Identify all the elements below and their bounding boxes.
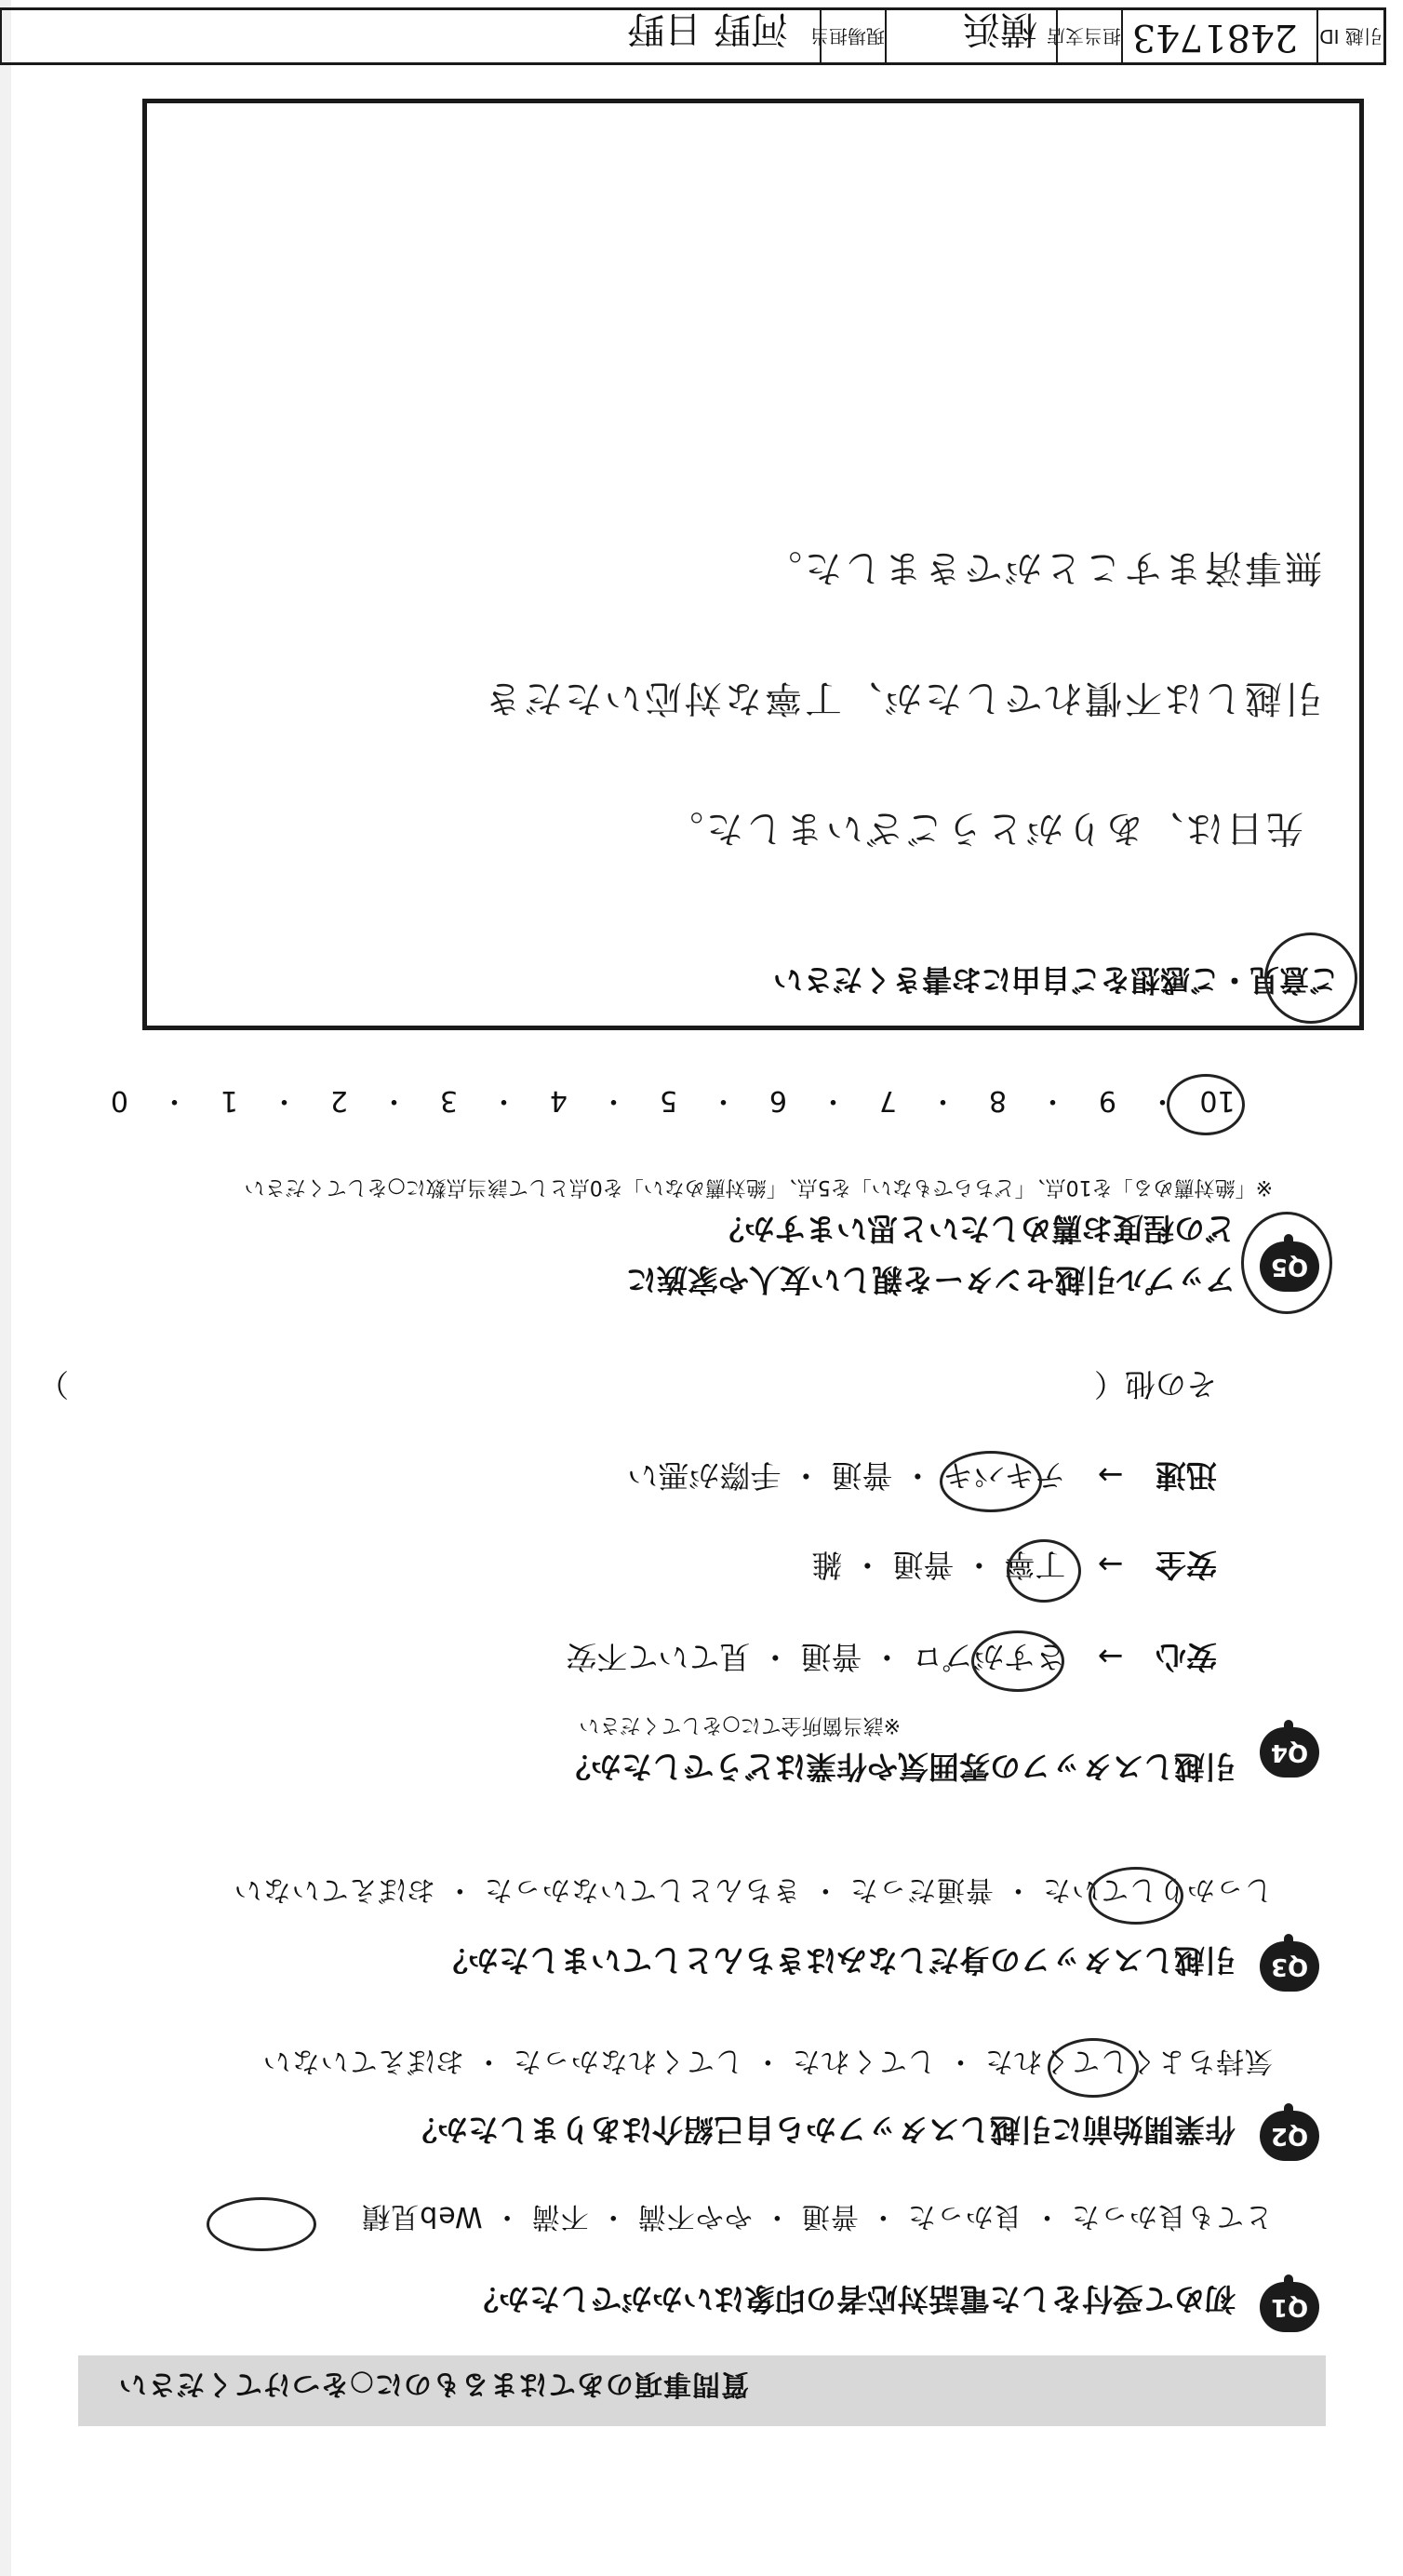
id-bar-divider bbox=[1121, 10, 1123, 62]
q1-badge: Q1 bbox=[1260, 2282, 1319, 2332]
q3-badge: Q3 bbox=[1260, 1941, 1319, 1992]
q4-row-jinsoku-options: テキパキ ・ 普通 ・ 手際が悪い bbox=[627, 1457, 1066, 1494]
q4-question: 引越しスタッフの雰囲気や作業はどうでしたか？ bbox=[560, 1749, 1236, 1785]
score-1: 1 bbox=[220, 1084, 239, 1117]
q4-row-anshin bbox=[566, 1637, 1217, 1681]
comment-box bbox=[142, 99, 1364, 1030]
q5-score-scale bbox=[92, 1083, 1245, 1124]
q4-row-anzen-options: 丁寧 ・ 普通 ・ 雑 bbox=[811, 1547, 1066, 1583]
q2-badge: Q2 bbox=[1260, 2111, 1319, 2161]
move-id-label: 引越 ID bbox=[1316, 10, 1383, 62]
leader-label: 現場担当 bbox=[820, 10, 885, 62]
arrow-icon: → bbox=[1097, 1639, 1124, 1675]
instructions-text: 質問事項のあてはまるものに○をつけてください bbox=[117, 2368, 749, 2400]
leader-value: 河野 日野 bbox=[627, 7, 788, 50]
score-2: 2 bbox=[329, 1084, 349, 1117]
score-0: 0 bbox=[110, 1084, 129, 1117]
comment-title-circle bbox=[1264, 932, 1357, 1024]
q4-other-label: その他（ bbox=[1094, 1366, 1217, 1402]
q4-other-close bbox=[38, 1364, 69, 1408]
score-3: 3 bbox=[439, 1084, 459, 1117]
q4-jinsoku-answer-circle bbox=[940, 1451, 1042, 1512]
scale-dot: ・ bbox=[380, 1084, 408, 1117]
scale-dot: ・ bbox=[709, 1084, 738, 1117]
scale-dot: ・ bbox=[599, 1084, 628, 1117]
scale-dot: ・ bbox=[1148, 1084, 1177, 1117]
comment-box-title: ご意見・ご感想をご自由にお書きください bbox=[772, 962, 1339, 998]
scale-dot: ・ bbox=[489, 1084, 518, 1117]
q2-options: 気持ちよくしてくれた ・ してくれた ・ してくれなかった ・ おぼえていない bbox=[261, 2045, 1273, 2077]
q5-question bbox=[626, 1209, 1236, 1304]
arrow-icon: → bbox=[1097, 1457, 1124, 1494]
score-4: 4 bbox=[549, 1084, 568, 1117]
q5-badge: Q5 bbox=[1260, 1241, 1319, 1292]
arrow-icon: → bbox=[1097, 1547, 1124, 1583]
score-5: 5 bbox=[659, 1084, 678, 1117]
q4-badge: Q4 bbox=[1260, 1727, 1319, 1778]
scale-dot: ・ bbox=[819, 1084, 848, 1117]
q3-options: しっかりしていた ・ 普通だった ・ きちんとしていなかった ・ おぼえていない bbox=[233, 1873, 1273, 1906]
branch-label: 担当支店 bbox=[1056, 10, 1121, 62]
q1-options: とても良かった ・ 良かった ・ 普通 ・ やや不満 ・ 不満 ・ Web見積 bbox=[361, 2200, 1273, 2233]
q1-question: 初めて受付をした電話対応者の印象はいかがでしたか？ bbox=[468, 2281, 1236, 2317]
q4-row-anzen-label: 安全 bbox=[1156, 1547, 1217, 1583]
score-8: 8 bbox=[988, 1084, 1008, 1117]
q5-badge-circle bbox=[1241, 1212, 1332, 1314]
score-10: 10 bbox=[1199, 1084, 1236, 1117]
id-bar bbox=[0, 7, 1386, 65]
score-9: 9 bbox=[1098, 1084, 1117, 1117]
paper-edge bbox=[0, 0, 11, 2576]
comment-handwriting-line2: 引越しは不慣れでしたが、丁寧な対応いただき bbox=[482, 677, 1322, 719]
id-bar-divider bbox=[885, 10, 887, 62]
q4-row-anshin-options: さすがプロ ・ 普通 ・ 見ていて不安 bbox=[566, 1639, 1066, 1675]
comment-handwriting-line1: 先日は、ありがとうございました。 bbox=[663, 807, 1303, 850]
q1-answer-circle bbox=[207, 2197, 316, 2251]
q5-note: ※「絶対薦める」を10点、「どちらでもない」を5点、「絶対薦めない」を0点として該当点数に○をしてください bbox=[244, 1175, 1273, 1199]
branch-value: 横浜 bbox=[963, 7, 1037, 50]
q5-question-line1: アップル引越センターを親しい友人や家族に bbox=[625, 1262, 1236, 1298]
score-6: 6 bbox=[768, 1084, 788, 1117]
q4-other bbox=[1094, 1364, 1217, 1408]
score-7: 7 bbox=[878, 1084, 898, 1117]
move-id-value: 2481743 bbox=[1131, 16, 1298, 59]
q4-anzen-answer-circle bbox=[1007, 1539, 1081, 1603]
q4-other-close-paren: ） bbox=[38, 1366, 69, 1402]
q3-question: 引越しスタッフの身だしなみはきちんとしていましたか？ bbox=[437, 1942, 1236, 1979]
q4-note: ※該当箇所全てに○をしてください bbox=[579, 1713, 901, 1737]
q4-row-anshin-label: 安心 bbox=[1156, 1639, 1217, 1675]
instructions-banner bbox=[78, 2355, 1326, 2426]
scale-dot: ・ bbox=[270, 1084, 299, 1117]
q5-score-answer-circle bbox=[1167, 1074, 1245, 1135]
comment-handwriting-line3: 無事済ますことができました。 bbox=[762, 546, 1322, 589]
scale-dot: ・ bbox=[929, 1084, 957, 1117]
q4-row-jinsoku bbox=[627, 1456, 1217, 1499]
q4-anshin-answer-circle bbox=[971, 1630, 1064, 1692]
q2-question: 作業開始前に引越しスタッフから自己紹介はありましたか？ bbox=[407, 2112, 1236, 2148]
scale-dot: ・ bbox=[1038, 1084, 1067, 1117]
q2-answer-circle bbox=[1048, 2038, 1139, 2098]
scale-dot: ・ bbox=[160, 1084, 189, 1117]
q3-answer-circle bbox=[1089, 1867, 1183, 1925]
q4-row-jinsoku-label: 迅速 bbox=[1156, 1457, 1217, 1494]
q5-question-line2: どの程度お薦めしたいと思いますか？ bbox=[714, 1211, 1236, 1247]
